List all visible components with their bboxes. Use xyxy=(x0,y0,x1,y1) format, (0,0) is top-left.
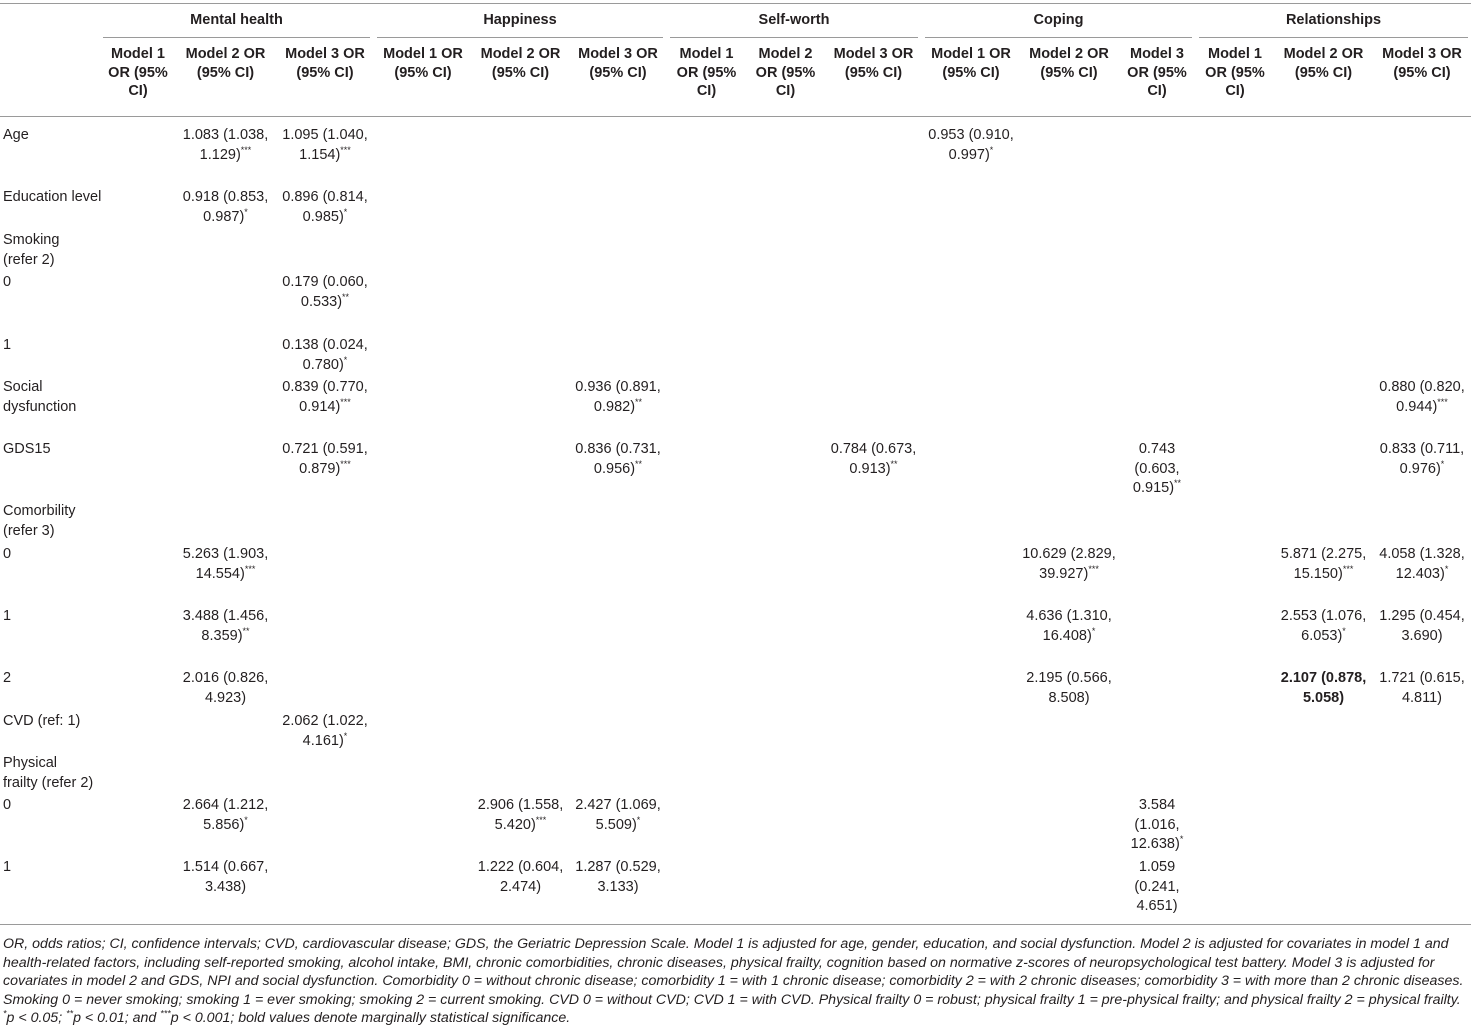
table-cell: 0.896 (0.814, 0.985)* xyxy=(282,189,368,225)
table-cell: 0.953 (0.910, 0.997)* xyxy=(928,127,1014,163)
column-header: Model 2 OR (95% CI) xyxy=(480,46,561,81)
table-cell: 5.263 (1.903, 14.554)*** xyxy=(182,546,269,582)
table-cell: 1.222 (0.604, 2.474) xyxy=(477,859,564,895)
table-cell: 1.514 (0.667, 3.438) xyxy=(182,859,269,895)
group-header-self-worth: Self-worth xyxy=(758,12,830,28)
row-label: 0 xyxy=(3,274,12,290)
column-header: Model 2 OR (95% CI) xyxy=(1029,46,1109,81)
table-cell: 5.871 (2.275, 15.150)*** xyxy=(1280,546,1367,582)
rule-line xyxy=(1199,37,1468,38)
table-cell: 1.721 (0.615, 4.811) xyxy=(1379,670,1465,706)
row-label: Physical frailty (refer 2) xyxy=(3,755,94,791)
column-header: Model 1 OR (95% CI) xyxy=(1205,46,1265,99)
row-label: 1 xyxy=(3,608,12,624)
table-cell: 2.016 (0.826, 4.923) xyxy=(182,670,269,706)
table-cell: 0.721 (0.591, 0.879)*** xyxy=(282,441,368,477)
column-header: Model 3 OR (95% CI) xyxy=(285,46,365,81)
column-header: Model 3 OR (95% CI) xyxy=(578,46,658,81)
row-label: Age xyxy=(3,127,29,143)
column-header: Model 1 OR (95% CI) xyxy=(931,46,1011,81)
table-cell: 0.833 (0.711, 0.976)* xyxy=(1379,441,1465,477)
row-label: Comorbility (refer 3) xyxy=(3,503,76,539)
group-header-relationships: Relationships xyxy=(1285,12,1382,28)
table-cell: 0.918 (0.853, 0.987)* xyxy=(182,189,269,225)
column-header: Model 3 OR (95% CI) xyxy=(1127,46,1187,99)
table-cell: 2.062 (1.022, 4.161)* xyxy=(282,713,368,749)
row-label: 0 xyxy=(3,546,12,562)
row-label: 1 xyxy=(3,337,12,353)
table-footnote: OR, odds ratios; CI, confidence intervals; CVD, cardiovascular disease; GDS, the Geriatric Depression Scale. Model 1 is adjusted for age, gender, education, and social dysfunction. Model 2 is adjusted for covariates in model 1 and health-related factors, including self-reported smoking, alcohol intake, BMI, chronic comorbidities, chronic diseases, physical frailty, cognition based on normative z-scores of neuropsychological test battery. Model 3 is adjusted for covariates in model 2 and GDS, NPI and social dysfunction. Comorbidity 0 = without chronic disease; comorbidity 1 = with 1 chronic disease; comorbidity 2 = with 2 chronic diseases; comorbidity 3 = with more than 2 chronic diseases. Smoking 0 = never smoking; smoking 1 = ever smoking; smoking 2 = current smoking. CVD 0 = without CVD; CVD 1 = with CVD. Physical frailty 0 = robust; physical frailty 1 = pre-physical frailty; and physical frailty 2 = physical frailty. *p < 0.05; **p < 0.01; and ***p < 0.001; bold values denote marginally statistical significance. xyxy=(3,936,1464,1026)
rule-line xyxy=(670,37,918,38)
table-cell: 3.488 (1.456, 8.359)** xyxy=(182,608,269,644)
table-cell: 1.059 (0.241, 4.651) xyxy=(1134,859,1180,914)
table-cell: 0.743 (0.603, 0.915)** xyxy=(1132,441,1182,496)
table-cell: 0.138 (0.024, 0.780)* xyxy=(282,337,368,373)
rule-line xyxy=(103,37,370,38)
table-cell: 1.287 (0.529, 3.133) xyxy=(575,859,661,895)
group-header-coping: Coping xyxy=(1033,12,1084,28)
column-header: Model 1 OR (95% CI) xyxy=(676,46,737,99)
rule-line xyxy=(925,37,1192,38)
table-cell: 0.784 (0.673, 0.913)** xyxy=(830,441,917,477)
rule-line xyxy=(0,3,1471,4)
column-header: Model 1 OR (95% CI) xyxy=(383,46,463,81)
table-cell: 2.427 (1.069, 5.509)* xyxy=(575,797,661,833)
row-label: Smoking (refer 2) xyxy=(3,232,60,268)
rule-line xyxy=(0,924,1471,925)
table-cell: 2.553 (1.076, 6.053)* xyxy=(1280,608,1367,644)
row-label: 1 xyxy=(3,859,12,875)
table-cell: 0.179 (0.060, 0.533)** xyxy=(282,274,368,310)
table-cell: 2.195 (0.566, 8.508) xyxy=(1026,670,1112,706)
row-label: GDS15 xyxy=(3,441,51,457)
row-label: 2 xyxy=(3,670,12,686)
row-label: Social dysfunction xyxy=(3,379,77,415)
column-header: Model 2 OR (95% CI) xyxy=(1283,46,1364,81)
table-cell: 0.839 (0.770, 0.914)*** xyxy=(282,379,368,415)
row-label: Education level xyxy=(3,189,102,205)
table-cell: 10.629 (2.829, 39.927)*** xyxy=(1022,546,1116,582)
table-cell: 1.083 (1.038, 1.129)*** xyxy=(182,127,269,163)
column-header: Model 1 OR (95% CI) xyxy=(108,46,168,99)
table-cell: 2.107 (0.878, 5.058) xyxy=(1280,670,1367,706)
table-cell: 4.058 (1.328, 12.403)* xyxy=(1379,546,1465,582)
table-cell: 0.880 (0.820, 0.944)*** xyxy=(1379,379,1465,415)
rule-line xyxy=(0,116,1471,117)
column-header: Model 3 OR (95% CI) xyxy=(833,46,914,81)
group-header-happiness: Happiness xyxy=(483,12,557,28)
table-cell: 0.836 (0.731, 0.956)** xyxy=(575,441,661,477)
column-header: Model 2 OR (95% CI) xyxy=(755,46,816,99)
table-cell: 1.295 (0.454, 3.690) xyxy=(1379,608,1465,644)
table-cell: 3.584 (1.016, 12.638)* xyxy=(1130,797,1184,852)
group-header-mental-health: Mental health xyxy=(190,12,283,28)
column-header: Model 3 OR (95% CI) xyxy=(1382,46,1462,81)
column-header: Model 2 OR (95% CI) xyxy=(185,46,266,81)
row-label: 0 xyxy=(3,797,12,813)
table-cell: 1.095 (1.040, 1.154)*** xyxy=(282,127,368,163)
table-cell: 2.906 (1.558, 5.420)*** xyxy=(477,797,564,833)
table-cell: 2.664 (1.212, 5.856)* xyxy=(182,797,269,833)
table-cell: 4.636 (1.310, 16.408)* xyxy=(1026,608,1112,644)
rule-line xyxy=(377,37,663,38)
table-cell: 0.936 (0.891, 0.982)** xyxy=(575,379,661,415)
row-label: CVD (ref: 1) xyxy=(3,713,81,729)
